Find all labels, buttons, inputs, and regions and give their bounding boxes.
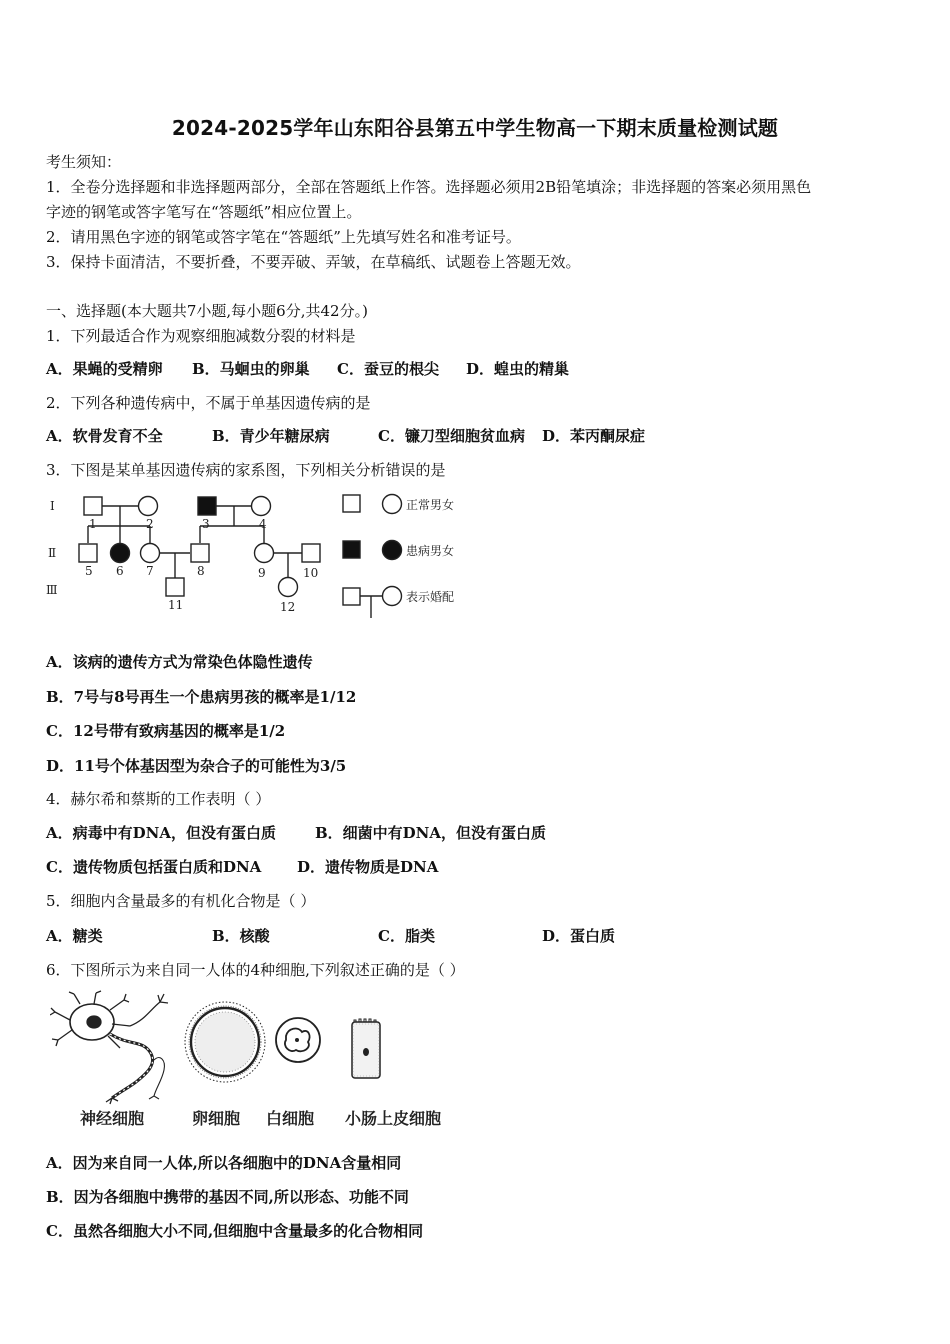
neuron-illustration xyxy=(50,991,168,1104)
individual-8: 8 xyxy=(197,564,205,578)
notice-item-2: 2．请用黑色字迹的钢笔或答字笔在“答题纸”上先填写姓名和准考证号。 xyxy=(46,228,521,246)
legend-affected: 患病男女 xyxy=(406,544,455,558)
q4-option-b: B．细菌中有DNA，但没有蛋白质 xyxy=(315,824,547,842)
individual-10: 10 xyxy=(303,566,319,580)
intestinal-cell-illustration xyxy=(352,1019,380,1078)
generation-label-1: Ⅰ xyxy=(50,499,55,513)
notice-item-3: 3．保持卡面清洁，不要折叠，不要弄破、弄皱，在草稿纸、试题卷上答题无效。 xyxy=(46,253,581,271)
legend-normal: 正常男女 xyxy=(406,498,455,512)
individual-4: 4 xyxy=(259,517,267,531)
q6-option-a: A．因为来自同一人体,所以各细胞中的DNA含量相同 xyxy=(46,1154,402,1172)
individual-1: 1 xyxy=(89,517,97,531)
q3-option-d: D．11号个体基因型为杂合子的可能性为3/5 xyxy=(46,757,347,775)
individual-5: 5 xyxy=(85,564,93,578)
q5-option-c: C．脂类 xyxy=(378,927,435,945)
section-heading: 一、选择题(本大题共7小题,每小题6分,共42分。) xyxy=(46,302,368,320)
question-3-stem: 3．下图是某单基因遗传病的家系图，下列相关分析错误的是 xyxy=(46,461,446,479)
q6-option-b: B．因为各细胞中携带的基因不同,所以形态、功能不同 xyxy=(46,1188,409,1206)
individual-6: 6 xyxy=(116,564,124,578)
q1-option-c: C．蚕豆的根尖 xyxy=(337,360,439,378)
caption-egg-cell: 卵细胞 xyxy=(192,1109,241,1128)
q1-option-b: B．马蛔虫的卵巢 xyxy=(192,360,310,378)
q2-option-a: A．软骨发育不全 xyxy=(46,427,163,445)
q5-option-b: B．核酸 xyxy=(212,927,270,945)
q4-option-c: C．遗传物质包括蛋白质和DNA xyxy=(46,858,262,876)
q5-option-a: A．糖类 xyxy=(46,927,103,945)
q3-option-b: B．7号与8号再生一个患病男孩的概率是1/12 xyxy=(46,688,357,706)
generation-label-3: Ⅲ xyxy=(46,583,58,597)
q2-option-b: B．青少年糖尿病 xyxy=(212,427,330,445)
notice-item-1b: 字迹的钢笔或答字笔写在“答题纸”相应位置上。 xyxy=(46,203,362,221)
q1-option-d: D．蝗虫的精巢 xyxy=(466,360,570,378)
white-blood-cell-illustration xyxy=(276,1018,320,1062)
q2-option-c: C．镰刀型细胞贫血病 xyxy=(378,427,525,445)
q1-option-a: A．果蝇的受精卵 xyxy=(46,360,163,378)
individual-3: 3 xyxy=(202,517,210,531)
notice-heading: 考生须知： xyxy=(46,153,122,171)
caption-intestinal-cell: 小肠上皮细胞 xyxy=(345,1109,442,1128)
q3-option-a: A．该病的遗传方式为常染色体隐性遗传 xyxy=(46,653,313,671)
q4-option-d: D．遗传物质是DNA xyxy=(297,858,439,876)
cells-figure xyxy=(50,990,470,1105)
q6-option-c: C．虽然各细胞大小不同,但细胞中含量最多的化合物相同 xyxy=(46,1222,424,1240)
individual-2: 2 xyxy=(146,517,154,531)
question-4-stem: 4．赫尔希和蔡斯的工作表明（ ） xyxy=(46,790,271,808)
page-title: 2024-2025学年山东阳谷县第五中学生物高一下期末质量检测试题 xyxy=(171,116,779,140)
individual-9: 9 xyxy=(258,566,266,580)
question-2-stem: 2．下列各种遗传病中，不属于单基因遗传病的是 xyxy=(46,394,371,412)
caption-white-blood-cell: 白细胞 xyxy=(266,1109,315,1128)
question-5-stem: 5．细胞内含量最多的有机化合物是（ ） xyxy=(46,892,316,910)
q4-option-a: A．病毒中有DNA，但没有蛋白质 xyxy=(46,824,276,842)
q3-option-c: C．12号带有致病基因的概率是1/2 xyxy=(46,722,286,740)
q5-option-d: D．蛋白质 xyxy=(542,927,616,945)
caption-neuron: 神经细胞 xyxy=(80,1109,145,1128)
notice-item-1a: 1．全卷分选择题和非选择题两部分，全部在答题纸上作答。选择题必须用2B铅笔填涂；非选择题的答案必须用黑色 xyxy=(46,178,812,196)
individual-11: 11 xyxy=(168,598,184,612)
generation-label-2: Ⅱ xyxy=(48,546,57,560)
question-1-stem: 1．下列最适合作为观察细胞减数分裂的材料是 xyxy=(46,327,356,345)
q2-option-d: D．苯丙酮尿症 xyxy=(542,427,646,445)
legend-marriage: 表示婚配 xyxy=(406,590,455,604)
question-6-stem: 6．下图所示为来自同一人体的4种细胞,下列叙述正确的是（ ） xyxy=(46,961,465,979)
individual-7: 7 xyxy=(146,564,154,578)
egg-cell-illustration xyxy=(185,1002,265,1082)
pedigree-chart xyxy=(40,488,480,623)
individual-12: 12 xyxy=(280,600,296,614)
